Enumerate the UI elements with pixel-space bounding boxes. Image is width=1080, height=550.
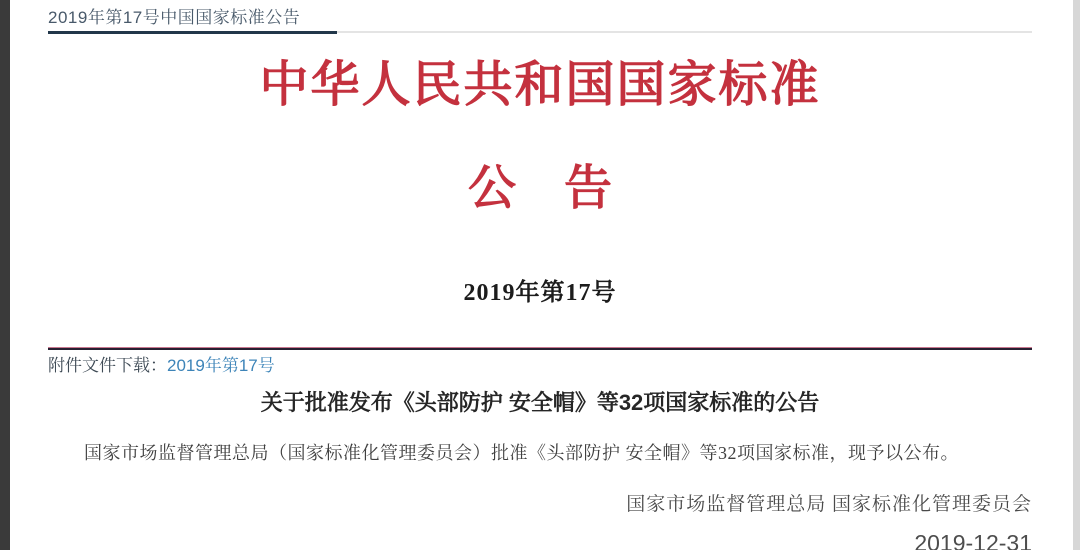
attachment-download-link[interactable]: 2019年第17号 [167, 356, 275, 375]
tab-underline [48, 31, 1032, 34]
window-right-edge [1073, 0, 1080, 550]
section-divider [48, 347, 1032, 350]
attachment-download-label: 附件文件下载： [48, 356, 167, 375]
document-title-line1: 中华人民共和国国家标准 [259, 57, 821, 112]
tab-announcement-label[interactable]: 2019年第17号中国国家标准公告 [48, 8, 301, 27]
announcement-date: 2019-12-31 [914, 530, 1032, 550]
tab-divider-line [337, 31, 1032, 33]
divider-dark-line [48, 348, 1032, 350]
document-page [48, 0, 1032, 550]
issuing-authority-signature: 国家市场监督管理总局 国家标准化管理委员会 [626, 494, 1032, 515]
attachment-row [48, 355, 1032, 377]
document-title-line2: 公 告 [467, 162, 612, 215]
announcement-heading: 关于批准发布《头部防护 安全帽》等32项国家标准的公告 [260, 390, 820, 415]
issue-number: 2019年第17号 [463, 280, 617, 306]
window-left-edge [0, 0, 10, 550]
tab-active-underline [48, 31, 337, 34]
announcement-body: 国家市场监督管理总局（国家标准化管理委员会）批准《头部防护 安全帽》等32项国家标准，现予以公布。 [84, 443, 959, 463]
tab-announcement[interactable] [48, 0, 1032, 28]
